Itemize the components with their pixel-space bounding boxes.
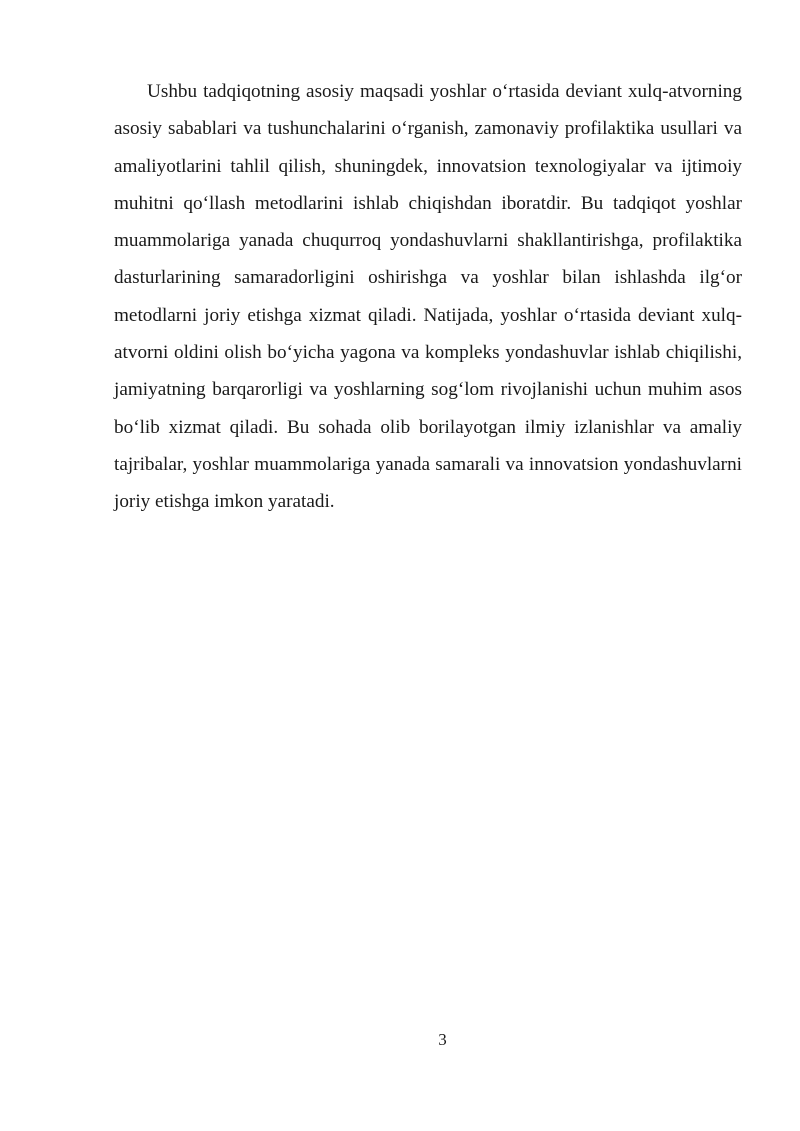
page-number: 3 [438,1030,447,1049]
body-paragraph: Ushbu tadqiqotning asosiy maqsadi yoshlar o‘rtasida deviant xulq-atvorning asosiy sabablari va tushunchalarini o‘rganish, zamonaviy profilaktika usullari va amaliyotlarini tahlil qilish, shuningdek, innovatsion texnologiyalar va ijtimoiy muhitni qo‘llash metodlarini ishlab chiqishdan iboratdir. Bu tadqiqot yoshlar muammolariga yanada chuqurroq yondashuvlarni shakllantirishga, profilaktika dasturlarining samaradorligini oshirishga va yoshlar bilan ishlashda ilg‘or metodlarni joriy etishga xizmat qiladi. Natijada, yoshlar o‘rtasida deviant xulq-atvorni oldini olish bo‘yicha yagona va kompleks yondashuvlar ishlab chiqilishi, jamiyatning barqarorligi va yoshlarning sog‘lom rivojlanishi uchun muhim asos bo‘lib xizmat qiladi. Bu sohada olib borilayotgan ilmiy izlanishlar va amaliy tajribalar, yoshlar muammolariga yanada samarali va innovatsion yondashuvlarni joriy etishga imkon yaratadi. [114,81,742,513]
